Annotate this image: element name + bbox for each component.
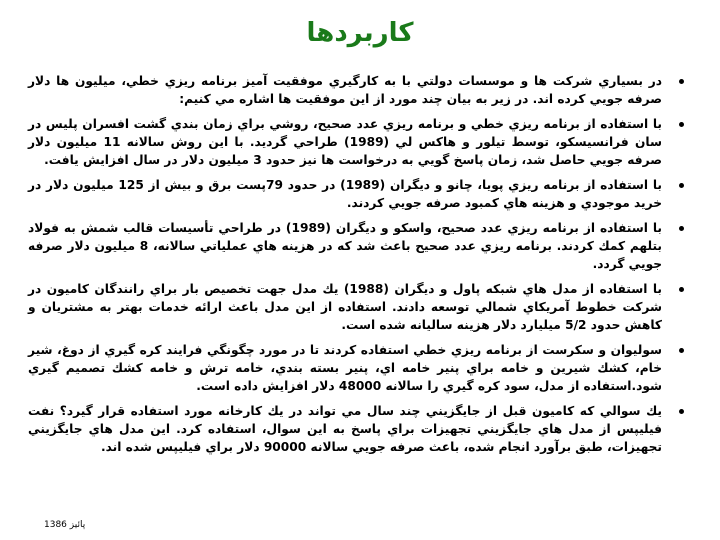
bullet-item — [28, 402, 688, 456]
bullet-dot-icon — [679, 348, 684, 353]
bullet-list — [28, 72, 688, 463]
bullet-dot-icon — [679, 226, 684, 231]
bullet-item — [28, 115, 688, 169]
bullet-text: يك سوالي كه كاميون قبل از جايگزيني چند سال مي تواند در يك كارخانه مورد استفاده قرار گيرد؟ نفت فيليپس از مدل هاي جايگزيني تجهيزات براي پاسخ به اين سوال، استفاده كرد. اين مدل هاي جايگزيني تجهيزات، طبق برآورد انجام شده، باعث صرفه جويي سالانه 90000 دلار براي فيليپس شده اند. — [28, 404, 662, 454]
footer-date: پائیز 1386 — [44, 520, 86, 530]
bullet-item — [28, 341, 688, 395]
bullet-text: با استفاده از برنامه ريزي عدد صحيح، واسكو و ديگران (1989) در طراحي تأسيسات قالب شمش به فولاد بتلهم كمك كردند. برنامه ريزي عدد صحيح باعث شد كه در هزينه هاي عملياتي سالانه، 8 ميليون دلار صرفه جويي گردد. — [28, 221, 662, 271]
bullet-dot-icon — [679, 409, 684, 414]
bullet-text: سوليوان و سكرست از برنامه ريزي خطي استفاده كردند تا در مورد چگونگي فرايند كره گيري از دوغ، شير خام، كشك شيرين و خامه براي پنير خامه اي، پنير بسته بندي، خامه ترش و خامه كشك تصميم گيري شود.استفاده از مدل، سود كره گيري را سالانه 48000 دلار افزايش داده است. — [28, 343, 662, 393]
bullet-dot-icon — [679, 183, 684, 188]
bullet-text: با استفاده از برنامه ريزي پويا، چانو و ديگران (1989) در حدود 79پست برق و بيش از 125 ميليون دلار در خريد موجودي و هزينه هاي كمبود صرفه جويي كردند. — [28, 178, 662, 210]
bullet-dot-icon — [679, 79, 684, 84]
bullet-item — [28, 72, 688, 108]
bullet-text: با استفاده از مدل هاي شبكه پاول و ديگران (1988) يك مدل جهت تخصيص بار براي رانندگان كاميون در شركت خطوط آمريكاي شمالي توسعه دادند. استفاده از اين مدل باعث ارائه خدمات بهتر به مشتريان و كاهش حدود 5/2 ميليارد دلار هزينه سالیانه شده است. — [28, 282, 662, 332]
bullet-item — [28, 176, 688, 212]
bullet-dot-icon — [679, 122, 684, 127]
bullet-text: در بسياري شركت ها و موسسات دولتي با به كارگيري موفقيت آميز برنامه ريزي خطي، ميليون ها دلار صرفه جويي كرده اند. در زير به بيان چند مورد از اين موفقيت ها اشاره مي كنيم: — [28, 74, 662, 106]
slide-title: کاربردها — [306, 18, 414, 48]
bullet-text: با استفاده از برنامه ريزي خطي و برنامه ريزي عدد صحيح، روشي براي زمان بندي گشت افسران پليس در سان فرانسيسكو، توسط تيلور و هاكس لي (1989) طراحي گرديد. با اين روش سالانه 11 ميليون دلار صرفه جويي حاصل شد، زمان پاسخ گويي به درخواست ها نيز حدود 3 ميليون دلار در سال افزايش يافت. — [28, 117, 662, 167]
bullet-item — [28, 280, 688, 334]
bullet-dot-icon — [679, 287, 684, 292]
bullet-item — [28, 219, 688, 273]
